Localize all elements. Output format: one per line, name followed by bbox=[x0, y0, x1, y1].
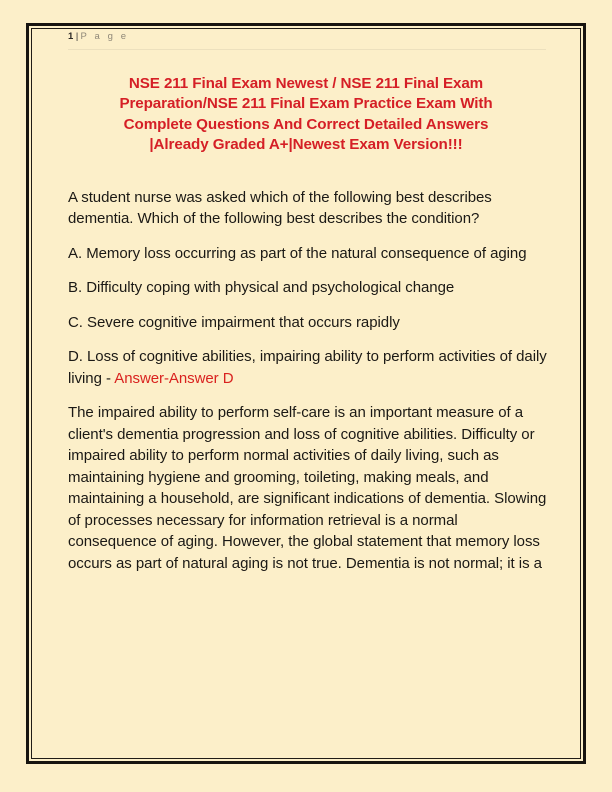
title-line-1: NSE 211 Final Exam Newest / NSE 211 Final Exam bbox=[128, 75, 484, 92]
header-divider-rule bbox=[68, 49, 546, 50]
document-title bbox=[58, 74, 554, 156]
header-separator: | bbox=[75, 31, 79, 42]
explanation-text: The impaired ability to perform self-care is an important measure of a client's dementia progression and loss of cognitive abilities. Difficulty or impaired ability to perform normal activities of daily living, such as maintaining hygiene and grooming, toileting, making meals, and maintaining a household, are significant indications of dementia. Slowing of processes necessary for information retrieval is a normal consequence of aging. However, the global statement that memory loss occurs as part of natural aging is not true. Dementia is not normal; it is a bbox=[68, 404, 547, 572]
exam-body bbox=[68, 187, 550, 575]
answer-key-label: Answer-Answer D bbox=[114, 369, 234, 387]
option-a: A. Memory loss occurring as part of the natural consequence of aging bbox=[68, 244, 527, 262]
title-line-4: |Already Graded A+|Newest Exam Version!!! bbox=[149, 136, 463, 154]
option-d-text: D. Loss of cognitive abilities, impairing ability to perform activities of daily living - bbox=[68, 348, 547, 387]
header-page-number: 1 bbox=[68, 31, 74, 42]
option-c: C. Severe cognitive impairment that occurs rapidly bbox=[68, 313, 400, 331]
title-line-3: Complete Questions And Correct Detailed Answers bbox=[123, 115, 489, 133]
page-content bbox=[40, 30, 572, 756]
question-text: A student nurse was asked which of the following best describes dementia. Which of the following best describes the condition? bbox=[68, 188, 492, 228]
title-line-2: Preparation/NSE 211 Final Exam Practice Exam With bbox=[119, 95, 493, 113]
header-page-word: P a g e bbox=[80, 31, 129, 42]
option-b: B. Difficulty coping with physical and psychological change bbox=[68, 279, 455, 297]
page-number-label bbox=[68, 30, 572, 44]
running-header bbox=[40, 30, 572, 52]
option-d bbox=[68, 346, 550, 389]
